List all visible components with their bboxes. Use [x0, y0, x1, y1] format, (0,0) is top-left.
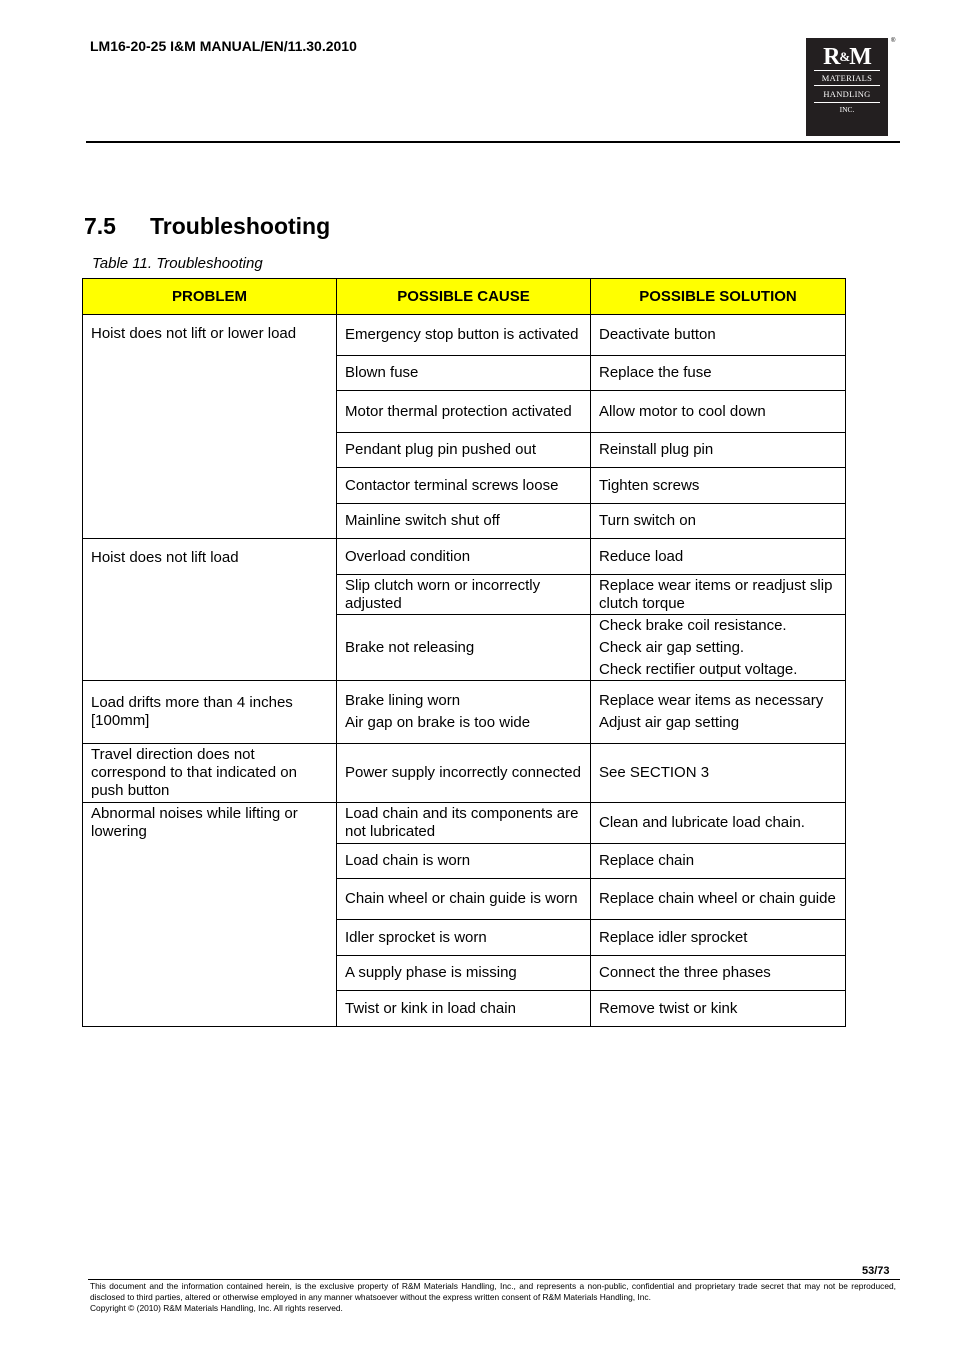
logo-m: M	[849, 44, 871, 70]
problem-cell: Load drifts more than 4 inches [100mm]	[83, 681, 337, 744]
cause-cell: Motor thermal protection activated	[337, 391, 591, 433]
cause-cell: Twist or kink in load chain	[337, 991, 591, 1027]
section-heading	[84, 213, 330, 240]
cause-cell: Load chain and its components are not lubricated	[337, 803, 591, 844]
cause-cell: Load chain is worn	[337, 844, 591, 879]
section-title: Troubleshooting	[150, 213, 331, 239]
cause-cell: Blown fuse	[337, 356, 591, 391]
problem-cell: Hoist does not lift or lower load	[83, 315, 337, 539]
cause-cell: Slip clutch worn or incorrectly adjusted	[337, 575, 591, 615]
cause-line: Brake lining worn	[345, 692, 461, 709]
solution-cell: Replace idler sprocket	[591, 920, 846, 956]
page-number: 53/73	[862, 1265, 890, 1277]
problem-cell: Travel direction does not correspond to that indicated on push button	[83, 744, 337, 803]
logo-line-handling: HANDLING	[823, 89, 871, 99]
solution-cell	[591, 615, 846, 681]
cause-cell: Emergency stop button is activated	[337, 315, 591, 356]
troubleshooting-table	[82, 278, 846, 1027]
cause-cell: Overload condition	[337, 539, 591, 575]
solution-cell	[591, 681, 846, 744]
logo-r: R	[823, 44, 840, 70]
table-row	[83, 681, 846, 744]
problem-cell: Hoist does not lift load	[83, 539, 337, 681]
header-solution: POSSIBLE SOLUTION	[591, 279, 846, 315]
registered-mark: ®	[891, 38, 896, 44]
legal-notice: This document and the information contained herein, is the exclusive property of R&M Materials Handling, Inc., and represents a non-public, confidential and proprietary trade secret that may not be reproduced, disclosed to third parties, altered or otherwise employed in any manner whatsoever without the express written consent of R&M Materials Handling, Inc.	[90, 1281, 896, 1302]
cause-cell: Mainline switch shut off	[337, 504, 591, 539]
logo-amp: &	[839, 49, 850, 64]
cause-cell	[337, 681, 591, 744]
solution-cell: Deactivate button	[591, 315, 846, 356]
document-id: LM16-20-25 I&M MANUAL/EN/11.30.2010	[90, 38, 357, 54]
table-row	[83, 744, 846, 803]
solution-line: Check rectifier output voltage.	[599, 660, 798, 678]
solution-cell: Replace the fuse	[591, 356, 846, 391]
solution-cell: Replace wear items or readjust slip clutch torque	[591, 575, 846, 615]
company-logo	[806, 38, 888, 136]
logo-line-materials: MATERIALS	[821, 73, 873, 83]
header-divider	[86, 141, 900, 143]
cause-cell: Pendant plug pin pushed out	[337, 433, 591, 468]
cause-cell: Chain wheel or chain guide is worn	[337, 879, 591, 920]
solution-cell: Reinstall plug pin	[591, 433, 846, 468]
solution-cell: Replace chain wheel or chain guide	[591, 879, 846, 920]
section-number: 7.5	[84, 213, 116, 239]
table-header-row	[83, 279, 846, 315]
solution-line: Check air gap setting.	[599, 638, 745, 656]
footer-legal	[90, 1281, 896, 1314]
logo-line-inc: INC.	[839, 105, 855, 114]
problem-cell: Abnormal noises while lifting or lowering	[83, 803, 337, 1027]
cause-cell: Contactor terminal screws loose	[337, 468, 591, 504]
solution-cell: Turn switch on	[591, 504, 846, 539]
solution-cell: Remove twist or kink	[591, 991, 846, 1027]
solution-line: Replace wear items as necessary	[599, 692, 824, 709]
header-problem: PROBLEM	[83, 279, 337, 315]
solution-cell: Reduce load	[591, 539, 846, 575]
copyright-notice: Copyright © (2010) R&M Materials Handling, Inc. All rights reserved.	[90, 1303, 343, 1313]
solution-cell: Connect the three phases	[591, 956, 846, 991]
header-cause: POSSIBLE CAUSE	[337, 279, 591, 315]
cause-cell: Brake not releasing	[337, 615, 591, 681]
table-row	[83, 803, 846, 844]
cause-line: Air gap on brake is too wide	[345, 714, 531, 731]
logo-monogram	[806, 44, 888, 70]
solution-cell: Clean and lubricate load chain.	[591, 803, 846, 844]
solution-cell: See SECTION 3	[591, 744, 846, 803]
cause-cell: A supply phase is missing	[337, 956, 591, 991]
solution-cell: Tighten screws	[591, 468, 846, 504]
solution-line: Adjust air gap setting	[599, 714, 740, 731]
solution-cell: Replace chain	[591, 844, 846, 879]
table-caption: Table 11. Troubleshooting	[92, 255, 263, 272]
cause-cell: Idler sprocket is worn	[337, 920, 591, 956]
table-row	[83, 315, 846, 356]
cause-cell: Power supply incorrectly connected	[337, 744, 591, 803]
solution-line: Check brake coil resistance.	[599, 616, 787, 634]
solution-cell: Allow motor to cool down	[591, 391, 846, 433]
table-row	[83, 539, 846, 575]
footer-divider	[88, 1279, 900, 1280]
